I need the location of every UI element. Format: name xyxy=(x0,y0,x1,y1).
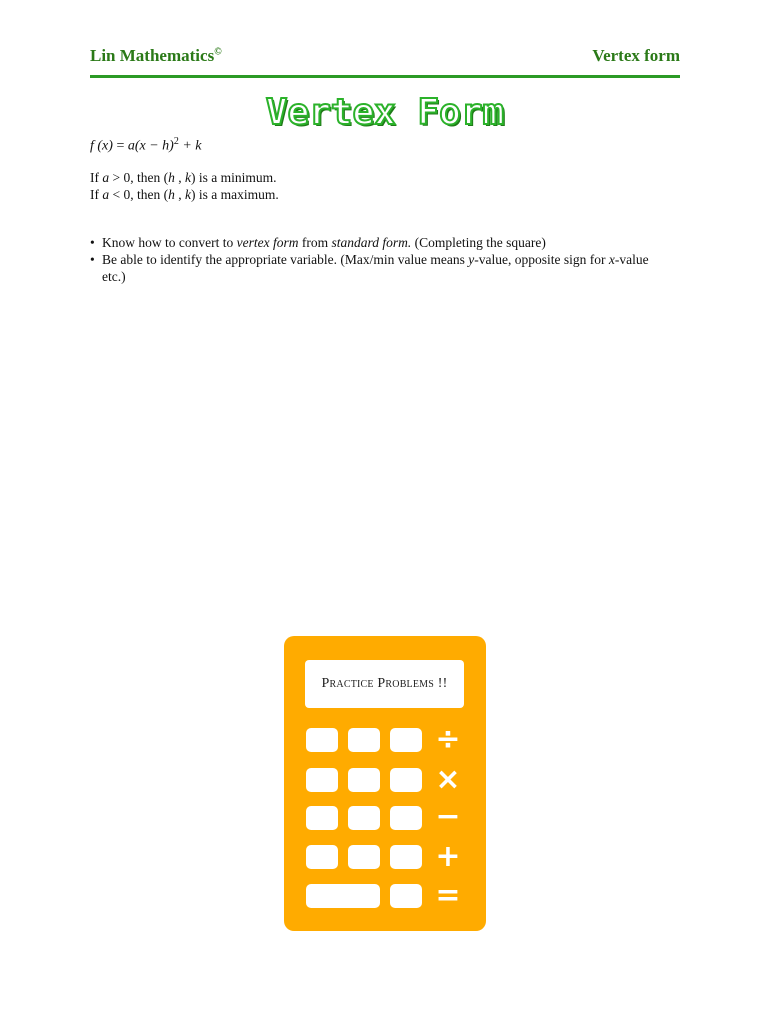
page-header xyxy=(90,46,680,70)
calculator-key-wide xyxy=(306,884,380,908)
copyright-mark: © xyxy=(214,46,222,58)
condition-minimum: If a > 0, then (h , k) is a minimum. xyxy=(90,170,277,185)
key-points-list xyxy=(90,234,675,285)
calculator-key xyxy=(306,728,338,752)
vertex-formula: f $(x) = a(x - h)^2 + k$ xyxy=(90,136,202,154)
minus-icon: − xyxy=(435,799,461,834)
plus-icon: + xyxy=(435,839,461,874)
calculator-illustration xyxy=(284,636,486,931)
calculator-key xyxy=(306,845,338,869)
header-brand: Lin Mathematics© xyxy=(90,46,222,65)
calculator-key xyxy=(390,845,422,869)
calculator-key xyxy=(348,768,380,792)
list-item: • Know how to convert to vertex form from standard form. (Completing the square) xyxy=(90,234,675,251)
calculator-screen: Practice Problems !! xyxy=(305,660,464,708)
calculator-key xyxy=(390,768,422,792)
calculator-key xyxy=(306,806,338,830)
condition-maximum: If a < 0, then (h , k) is a maximum. xyxy=(90,187,279,202)
header-topic: Vertex form xyxy=(592,46,680,65)
equals-icon: = xyxy=(435,878,461,913)
calculator-key xyxy=(348,845,380,869)
calculator-key xyxy=(390,728,422,752)
calculator-key xyxy=(306,768,338,792)
page-title: Vertex Form xyxy=(265,92,505,133)
header-divider xyxy=(90,75,680,78)
calculator-key xyxy=(390,884,422,908)
calculator-key xyxy=(348,728,380,752)
calculator-key xyxy=(348,806,380,830)
list-item: • Be able to identify the appropriate variable. (Max/min value means y-value, opposite sign for x-value etc.) xyxy=(90,251,675,285)
calculator-key xyxy=(390,806,422,830)
multiply-icon: × xyxy=(435,762,461,797)
divide-icon: ÷ xyxy=(435,722,461,757)
